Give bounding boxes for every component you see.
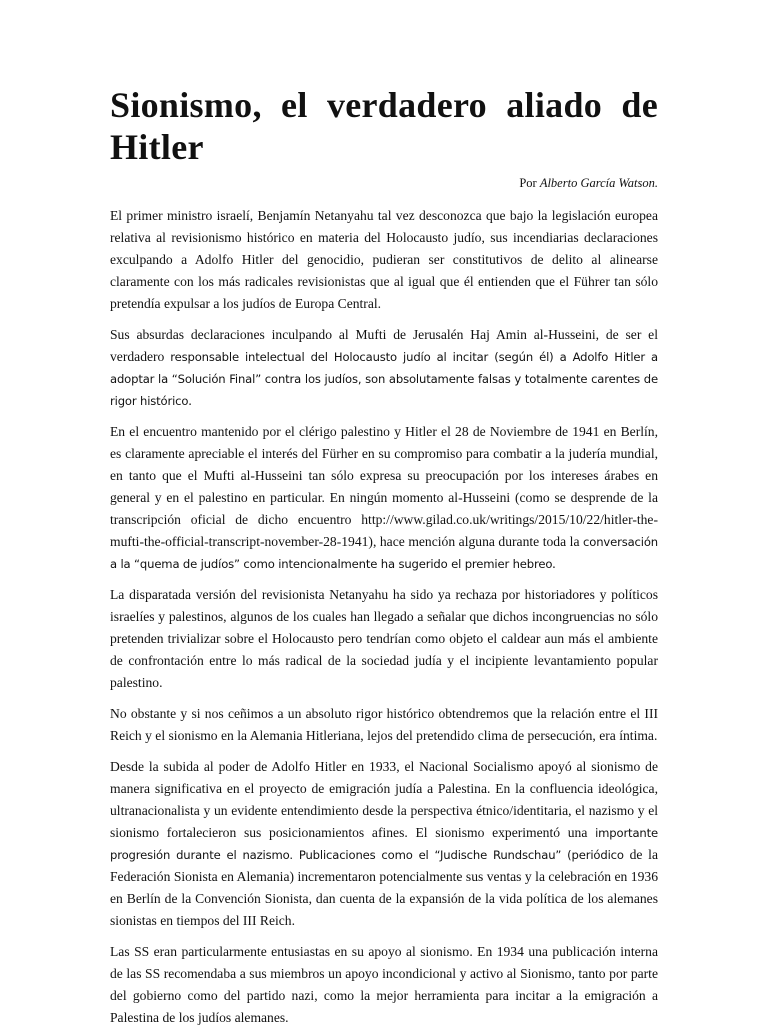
paragraph-2 xyxy=(110,324,658,412)
article-title: Sionismo, el verdadero aliado de Hitler xyxy=(110,85,658,167)
paragraph-7: Las SS eran particularmente entusiastas en su apoyo al sionismo. En 1934 una publicación interna de las SS recomendaba a sus miembros un apoyo incondicional y activo al Sionismo, tanto por parte del gobierno como del partido nazi, como la mejor herramienta para incitar a la emigración a Palestina de los judíos alemanes. xyxy=(110,944,658,1025)
paragraph-3 xyxy=(110,421,658,575)
paragraph-6 xyxy=(110,756,658,932)
paragraph-5: No obstante y si nos ceñimos a un absoluto rigor histórico obtendremos que la relación entre el III Reich y el sionismo en la Alemania Hitleriana, lejos del pretendido clima de persecución, era íntima. xyxy=(110,706,658,743)
byline-author: Alberto García Watson. xyxy=(539,176,658,190)
paragraph-3-text-a: En el encuentro mantenido por el clérigo palestino y Hitler el 28 de Noviembre de 1941 en Berlín, es claramente apreciable el interés del Fürher en su compromiso para combatir a la judería mundial, en tanto que el Mufti al-Husseini tan sólo expresa su preocupación por los intereses árabes en general y en el palestino en particular. En ningún momento al-Husseini (como se desprende de la transcripción oficial de dicho encuentro http://www.gilad.co.uk/writings/2015/10/22/hitler-the-mufti-the-official-transcript-november-28-1941), hace mención alguna durante toda la xyxy=(110,424,658,549)
paragraph-4: La disparatada versión del revisionista Netanyahu ha sido ya rechaza por historiadores y políticos israelíes y palestinos, algunos de los cuales han llegado a señalar que dichos incongruencias no sólo pretenden trivializar sobre el Holocausto pero tendrían como objeto el caldear aun más el ambiente de confrontación entre lo más radical de la sociedad judía y el incipiente levantamiento popular palestino. xyxy=(110,587,658,690)
paragraph-3-text-b: conversación a la “quema de judíos” como intencionalmente ha sugerido el premier hebreo xyxy=(110,535,658,571)
paragraph-2-text-c: . xyxy=(188,393,192,408)
paragraph-2-text-a: Sus absurdas declaraciones inculpando al Mufti de Jerusalén Haj Amin al-Husseini, de ser el verdadero xyxy=(110,327,658,364)
byline xyxy=(110,176,658,191)
paragraph-6-text-c: de la Federación Sionista en Alemania) incrementaron potencialmente sus ventas y la celebración en 1936 en Berlín de la Convención Sionista, dan cuenta de la expansión de la vida política de los alemanes sionistas en tiempos del III Reich. xyxy=(110,847,658,928)
paragraph-6-text-a: Desde la subida al poder de Adolfo Hitler en 1933, el Nacional Socialismo apoyó al sionismo de manera significativa en el proyecto de emigración judía a Palestina. En la confluencia ideológica, ultranacionalista y un evidente entendimiento desde la perspectiva étnico/identitaria, el nazismo y el sionismo fortalecieron sus posicionamientos afines. El sionismo experimentó una xyxy=(110,759,658,840)
paragraph-2-text-b: responsable intelectual del Holocausto judío al incitar (según él) a Adolfo Hitler a adoptar la “Solución Final” contra los judíos, son absolutamente falsas y totalmente carentes de rigor histórico xyxy=(110,350,658,408)
paragraph-3-text-c: . xyxy=(552,556,556,571)
byline-prefix: Por xyxy=(519,176,537,190)
paragraph-1: El primer ministro israelí, Benjamín Netanyahu tal vez desconozca que bajo la legislación europea relativa al revisionismo histórico en materia del Holocausto judío, sus incendiarias declaraciones exculpando a Adolfo Hitler del genocidio, pudieran ser constitutivos de delito al alinearse claramente con los más radicales revisionistas que al igual que él entienden que el Führer tan sólo pretendía expulsar a los judíos de Europa Central. xyxy=(110,208,658,311)
paragraph-6-text-b: importante progresión durante el nazismo. Publicaciones como el “Judische Rundschau” (periódico xyxy=(110,826,658,862)
